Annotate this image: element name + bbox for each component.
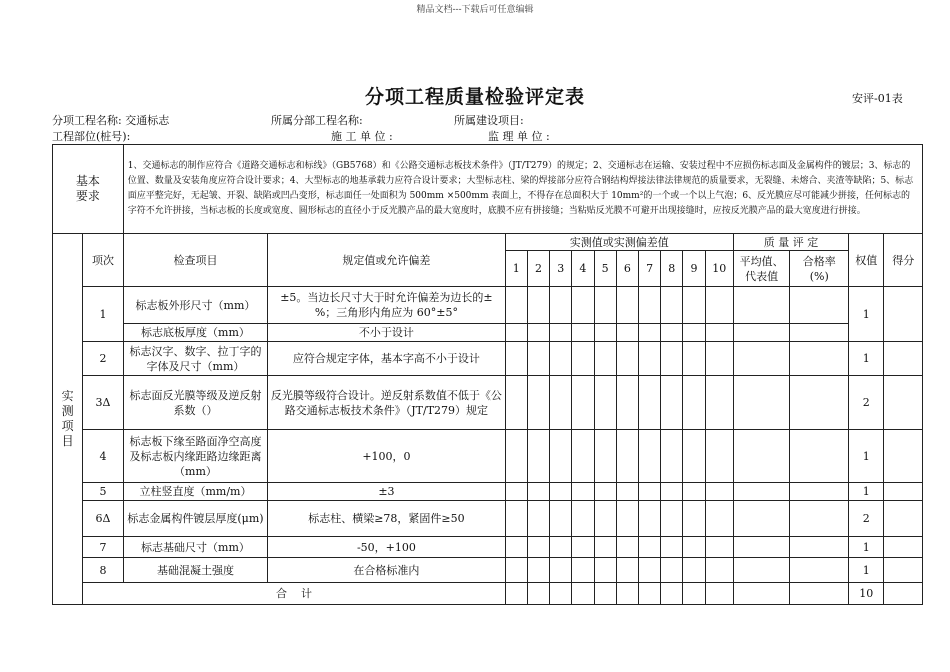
check-item: 标志板下缘至路面净空高度及标志板内缘距路边缘距离（mm） [123, 430, 267, 483]
col-header-6: 6 [616, 251, 638, 287]
check-item: 标志金属构件镀层厚度(μm) [123, 501, 267, 537]
spec-value: ±3 [268, 483, 505, 501]
check-item: 标志底板厚度（mm） [123, 324, 267, 342]
table-row [53, 430, 923, 483]
total-weight: 10 [849, 583, 884, 605]
check-item: 标志面反光膜等级及逆反射系数（） [123, 376, 267, 430]
weight-value: 1 [849, 558, 884, 583]
weight-value: 1 [849, 287, 884, 342]
evaluation-table [52, 144, 923, 605]
form-code: 安评-01表 [852, 92, 903, 105]
score-header: 得分 [884, 234, 923, 287]
weight-value: 1 [849, 483, 884, 501]
basic-requirements-label: 基本 要求 [53, 145, 124, 234]
avg-header: 平均值、 代表值 [733, 251, 790, 287]
col-header-10: 10 [705, 251, 733, 287]
header-row-1 [53, 234, 923, 251]
item-no: 5 [83, 483, 123, 501]
table-row [53, 537, 923, 558]
total-row [53, 583, 923, 605]
item-no: 1 [83, 287, 123, 342]
spec-value: 反光膜等级符合设计。逆反射系数值不低于《公路交通标志板技术条件》（JT/T279）规定 [268, 376, 505, 430]
pass-rate-header: 合格率 (%) [790, 251, 849, 287]
spec-value: 在合格标准内 [268, 558, 505, 583]
construction-project: 所属建设项目: [454, 114, 524, 127]
measured-items-label: 实 测 项 目 [53, 234, 83, 605]
item-no: 6Δ [83, 501, 123, 537]
table-row [53, 483, 923, 501]
page-title: 分项工程质量检验评定表 [364, 86, 585, 108]
basic-requirements-text: 1、交通标志的制作应符合《道路交通标志和标线》（GB5768）和《公路交通标志板技术条件》（JT/T279）的规定；2、交通标志在运输、安装过程中不应损伤标志面及金属构件的镀层；3、标志的位置、数量及安装角度应符合设计要求；4、大型标志的地基承载力应符合设计要求；大型标志柱、梁的焊接部分应符合钢结构焊接法律法律规范的质量要求，无裂缝、未熔合、夹渣等缺陷；5、标志面应平整完好，无起皱、开裂、缺陷或凹凸变形，标志面任一处面积为 500mm ×500mm 表面上，不得存在总面积大于 10mm²的一个或一个以上气泡；6、反光膜应尽可能减少拼接，任何标志的字符不允许拼接，当标志板的长度或宽度、圆形标志的直径小于反光膜产品的最大宽度时，底膜不应有拼接缝；当粘贴反光膜不可避开出现接缝时，应按反光膜产品的最大宽度进行拼接。 [123, 145, 922, 234]
check-item: 立柱竖直度（mm/m） [123, 483, 267, 501]
check-item: 基础混凝土强度 [123, 558, 267, 583]
col-header-8: 8 [661, 251, 683, 287]
weight-value: 1 [849, 342, 884, 376]
weight-value: 1 [849, 430, 884, 483]
spec-value: ±5。当边长尺寸大于时允许偏差为边长的±%；三角形内角应为 60°±5° [268, 287, 505, 324]
table-row [53, 558, 923, 583]
weight-value: 2 [849, 501, 884, 537]
table-row [53, 501, 923, 537]
spec-header: 规定值或允许偏差 [268, 234, 505, 287]
col-header-1: 1 [505, 251, 527, 287]
item-no-header: 项次 [83, 234, 123, 287]
check-item: 标志板外形尺寸（mm） [123, 287, 267, 324]
header-note: 精品文档---下载后可任意编辑 [416, 5, 534, 15]
spec-value: 标志柱、横梁≥78，紧固件≥50 [268, 501, 505, 537]
location-label: 工程部位(桩号): [52, 130, 131, 143]
quality-header: 质 量 评 定 [733, 234, 848, 251]
col-header-4: 4 [572, 251, 594, 287]
basic-requirements-row [53, 145, 923, 234]
weight-value: 2 [849, 376, 884, 430]
table-row [53, 324, 923, 342]
item-no: 8 [83, 558, 123, 583]
contractor-label: 施 工 单 位 : [331, 130, 393, 143]
spec-value: 应符合规定字体，基本字高不小于设计 [268, 342, 505, 376]
spec-value: +100，0 [268, 430, 505, 483]
table-row [53, 376, 923, 430]
check-item-header: 检查项目 [123, 234, 267, 287]
item-no: 7 [83, 537, 123, 558]
col-header-7: 7 [638, 251, 660, 287]
col-header-3: 3 [550, 251, 572, 287]
weight-header: 权值 [849, 234, 884, 287]
col-header-5: 5 [594, 251, 616, 287]
col-header-9: 9 [683, 251, 705, 287]
spec-value: -50，+100 [268, 537, 505, 558]
item-no: 4 [83, 430, 123, 483]
sub-project-name: 分项工程名称: 交通标志 [52, 114, 170, 127]
parent-project-name: 所属分部工程名称: [271, 114, 363, 127]
supervisor-label: 监 理 单 位 : [488, 130, 550, 143]
table-row [53, 287, 923, 324]
check-item: 标志汉字、数字、拉丁字的字体及尺寸（mm） [123, 342, 267, 376]
measured-values-header: 实测值或实测偏差值 [505, 234, 733, 251]
spec-value: 不小于设计 [268, 324, 505, 342]
weight-value: 1 [849, 537, 884, 558]
table-row [53, 342, 923, 376]
col-header-2: 2 [527, 251, 549, 287]
check-item: 标志基础尺寸（mm） [123, 537, 267, 558]
item-no: 3Δ [83, 376, 123, 430]
total-label: 合 计 [83, 583, 505, 605]
item-no: 2 [83, 342, 123, 376]
